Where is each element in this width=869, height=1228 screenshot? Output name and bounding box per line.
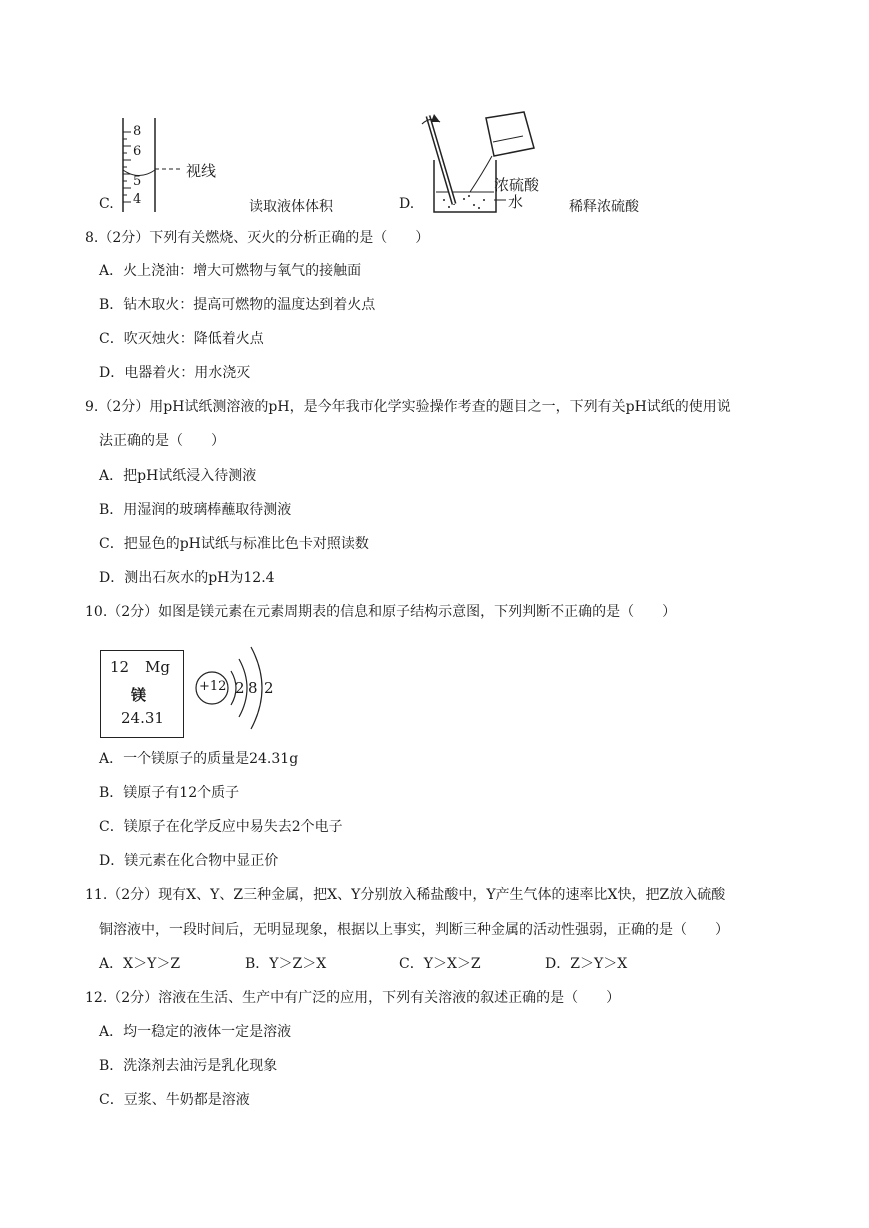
question-9-stem-line2: 法正确的是（ ） — [99, 433, 225, 449]
shell-electrons-1: 2 — [235, 679, 245, 697]
question-8-option-a: A．火上浇油：增大可燃物与氧气的接触面 — [99, 263, 362, 279]
option-c-letter: C. — [99, 196, 114, 212]
question-11-option-c: C．Y＞X＞Z — [399, 956, 481, 972]
water-label: 水 — [508, 193, 524, 211]
question-11-option-d: D．Z＞Y＞X — [545, 956, 628, 972]
question-8-stem: 8.（2分）下列有关燃烧、灭火的分析正确的是（ ） — [85, 230, 430, 246]
question-9-option-a: A．把pH试纸浸入待测液 — [99, 468, 257, 484]
acid-label: 浓硫酸 — [494, 176, 540, 194]
question-9-option-c: C．把显色的pH试纸与标准比色卡对照读数 — [99, 536, 369, 552]
scale-mark-6: 6 — [133, 144, 142, 159]
question-12-stem: 12.（2分）溶液在生活、生产中有广泛的应用，下列有关溶液的叙述正确的是（ ） — [85, 990, 621, 1006]
question-10-stem: 10.（2分）如图是镁元素在元素周期表的信息和原子结构示意图，下列判断不正确的是（ ） — [85, 604, 677, 620]
question-10-option-a: A．一个镁原子的质量是24.31g — [99, 751, 299, 767]
question-11-stem-line2: 铜溶液中，一段时间后，无明显现象，根据以上事实，判断三种金属的活动性强弱，正确的是（ ） — [99, 922, 729, 938]
question-10-option-b: B．镁原子有12个质子 — [99, 785, 240, 801]
atomic-number: 12 — [110, 658, 130, 676]
shell-electrons-2: 8 — [248, 679, 258, 697]
sightline-label: 视线 — [186, 162, 217, 180]
question-9-option-d: D．测出石灰水的pH为12.4 — [99, 570, 275, 586]
element-card — [100, 650, 184, 738]
question-8-option-d: D．电器着火：用水浇灭 — [99, 365, 251, 381]
question-12-option-c: C．豆浆、牛奶都是溶液 — [99, 1092, 250, 1108]
question-12-option-a: A．均一稳定的液体一定是溶液 — [99, 1024, 292, 1040]
element-name: 镁 — [131, 686, 147, 704]
question-11-option-b: B．Y＞Z＞X — [245, 956, 327, 972]
shell-electrons-3: 2 — [264, 679, 274, 697]
question-12-option-b: B．洗涤剂去油污是乳化现象 — [99, 1058, 278, 1074]
scale-mark-4: 4 — [133, 192, 142, 207]
option-d-caption: 稀释浓硫酸 — [569, 199, 639, 215]
question-10-option-d: D．镁元素在化合物中显正价 — [99, 853, 279, 869]
question-9-option-b: B．用湿润的玻璃棒蘸取待测液 — [99, 502, 292, 518]
option-d-letter: D. — [399, 196, 415, 212]
scale-mark-5: 5 — [133, 174, 142, 189]
element-symbol: Mg — [145, 658, 170, 676]
question-11-stem-line1: 11.（2分）现有X、Y、Z三种金属，把X、Y分别放入稀盐酸中，Y产生气体的速率比X快，把Z放入硫酸 — [85, 887, 726, 903]
question-10-option-c: C．镁原子在化学反应中易失去2个电子 — [99, 819, 343, 835]
question-8-option-c: C．吹灭烛火：降低着火点 — [99, 331, 264, 347]
scale-mark-8: 8 — [133, 124, 142, 139]
atomic-mass: 24.31 — [121, 709, 164, 727]
nucleus-charge: +12 — [199, 679, 227, 694]
question-8-option-b: B．钻木取火：提高可燃物的温度达到着火点 — [99, 297, 376, 313]
question-9-stem-line1: 9.（2分）用pH试纸测溶液的pH，是今年我市化学实验操作考查的题目之一，下列有关pH试纸的使用说 — [85, 399, 731, 415]
question-11-option-a: A．X＞Y＞Z — [99, 956, 181, 972]
option-c-caption: 读取液体体积 — [249, 199, 333, 215]
